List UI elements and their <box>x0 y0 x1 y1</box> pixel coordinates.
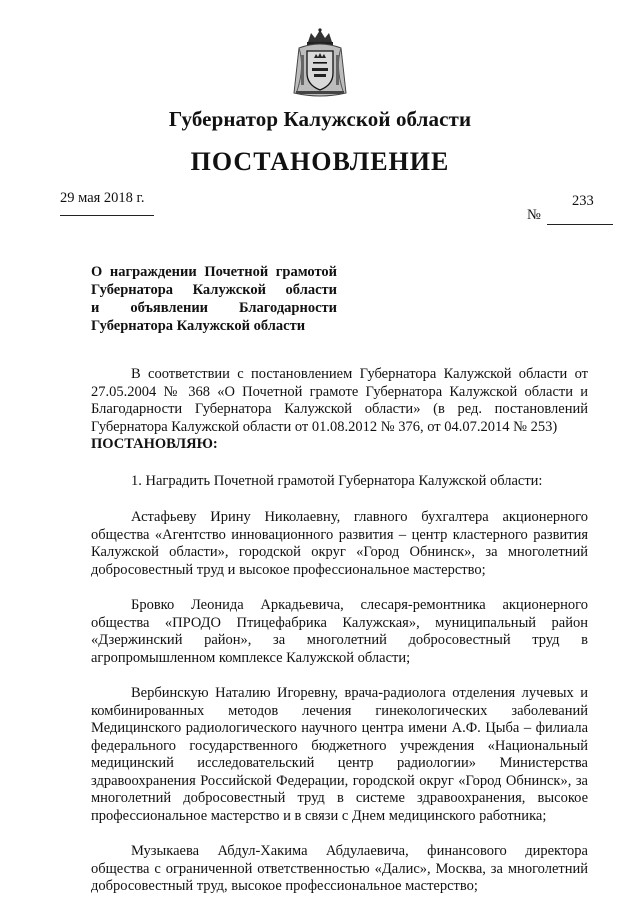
document-type-title: ПОСТАНОВЛЕНИЕ <box>190 147 450 176</box>
date-underline <box>60 215 154 216</box>
coat-of-arms-icon <box>291 27 349 99</box>
document-subject <box>91 263 337 335</box>
number-underline <box>547 224 613 225</box>
decree-word: ПОСТАНОВЛЯЮ: <box>91 436 218 452</box>
awardee-paragraph: Музыкаева Абдул-Хакима Абдулаевича, финансового директора общества с ограниченной ответственностью «Далис», Москва, за многолетний добросовестный труд, высокое профессиональное мастерство; <box>91 843 588 894</box>
awardee-paragraph: Астафьеву Ирину Николаевну, главного бухгалтера акционерного общества «Агентство инновационного развития – центр кластерного развития Калужской области», городской округ «Город Обнинск», за многолетний добросовестный труд и высокое профессиональное мастерство; <box>91 509 588 578</box>
preamble-paragraph: В соответствии с постановлением Губернатора Калужской области от 27.05.2004 № 368 «О Почетной грамоте Губернатора Калужской области и Благодарности Губернатора Калужской области» (в ред. постановлений Губернатора Калужской области от 01.08.2012 № 376, от 04.07.2014 № 253) <box>91 366 588 435</box>
document-number: 233 <box>572 193 594 209</box>
awardee-paragraph: Вербинскую Наталию Игоревну, врача-радиолога отделения лучевых и комбинированных методов лечения гинекологических заболеваний Медицинского радиологического научного центра имени А.Ф. Цыба – филиала федерального государственного бюджетного учреждения «Национальный медицинский исследовательский центр радиологии» Министерства здравоохранения Российской Федерации, городской округ «Город Обнинск», за многолетний добросовестный труд в системе здравоохранения, высокое профессиональное мастерство и в связи с Днем медицинского работника; <box>91 685 588 824</box>
subject-line: и объявлении Благодарности <box>91 300 337 316</box>
awardee-paragraph: Бровко Леонида Аркадьевича, слесаря-ремонтника акционерного общества «ПРОДО Птицефабрика Калужская», муниципальный район «Дзержинский район», за многолетний добросовестный труд в агропромышленном комплексе Калужской области; <box>91 597 588 666</box>
number-sign: № <box>527 207 541 223</box>
item-1-heading: 1. Наградить Почетной грамотой Губернатора Калужской области: <box>131 472 543 489</box>
document-date: 29 мая 2018 г. <box>60 190 145 206</box>
subject-line: Губернатора Калужской области <box>91 318 306 334</box>
subject-line: Губернатора Калужской области <box>91 282 337 298</box>
subject-line: О награждении Почетной грамотой <box>91 264 337 280</box>
document-body <box>91 366 588 914</box>
issuing-authority: Губернатор Калужской области <box>168 107 472 131</box>
